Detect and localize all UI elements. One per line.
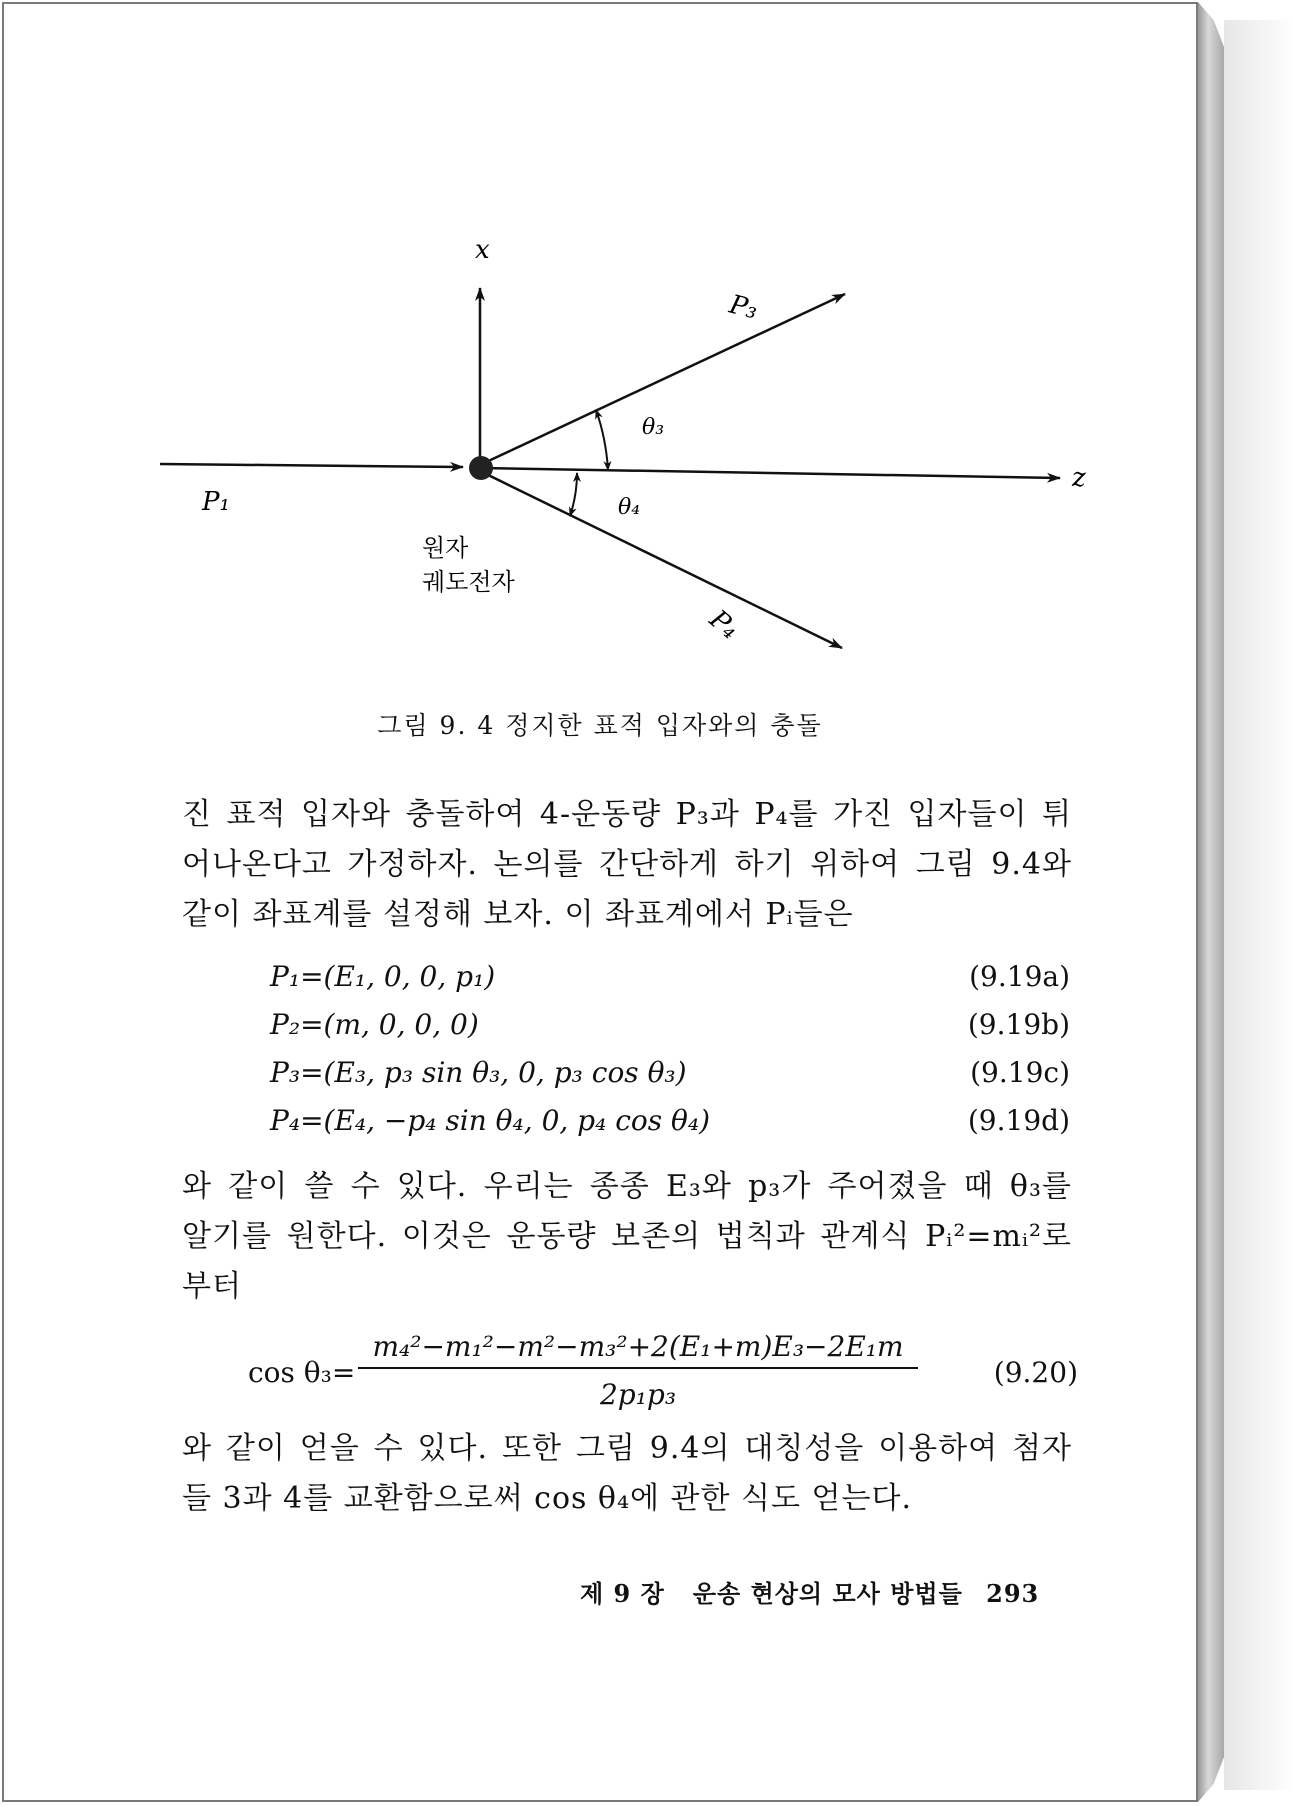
chapter-title: 제 9 장 운송 현상의 모사 방법들	[580, 1579, 963, 1608]
equation-number: (9.19b)	[967, 1008, 1070, 1041]
equation-9-20	[248, 1330, 1078, 1420]
para2-line3: 부터	[182, 1269, 242, 1304]
equation-number: (9.19a)	[969, 960, 1070, 993]
book-spine	[1198, 2, 1224, 1802]
incoming-beam-p1	[160, 464, 463, 467]
para3-line1: 와 같이 얻을 수 있다. 또한 그림 9.4의 대칭성을 이용하여 첨자	[182, 1431, 1072, 1466]
x-axis-label: x	[475, 235, 490, 265]
equation-body: P₄=(E₄, −p₄ sin θ₄, 0, p₄ cos θ₄)	[270, 1104, 711, 1137]
p3-label: P₃	[726, 289, 761, 326]
paragraph-2	[182, 1162, 1072, 1312]
para1-line2: 어나온다고 가정하자. 논의를 간단하게 하기 위하여 그림 9.4와	[182, 847, 1072, 882]
fraction-numerator: m₄²−m₁²−m²−m₃²+2(E₁+m)E₃−2E₁m	[358, 1330, 918, 1369]
figure-caption: 그림 9. 4 정지한 표적 입자와의 충돌	[377, 711, 823, 740]
theta3-arc	[596, 410, 608, 470]
para1-line3: 같이 좌표계를 설정해 보자. 이 좌표계에서 Pᵢ들은	[182, 897, 854, 932]
para1-line1: 진 표적 입자와 충돌하여 4-운동량 P₃과 P₄를 가진 입자들이 튀	[182, 797, 1072, 832]
z-axis-label: z	[1072, 463, 1086, 493]
equation-body: P₃=(E₃, p₃ sin θ₃, 0, p₃ cos θ₃)	[270, 1056, 687, 1089]
fraction-denominator: 2p₁p₃	[599, 1378, 677, 1411]
equation-9-19d	[270, 1104, 1070, 1148]
theta4-label: θ₄	[618, 495, 641, 520]
z-axis	[480, 468, 1060, 478]
theta4-arc	[570, 473, 577, 516]
para2-line2: 알기를 원한다. 이것은 운동량 보존의 법칙과 관계식 Pᵢ²=mᵢ²로	[182, 1219, 1072, 1254]
target-label-line1: 원자	[422, 534, 469, 562]
paragraph-1	[182, 790, 1072, 940]
target-label-line2: 궤도전자	[422, 568, 515, 596]
scattered-p4	[482, 472, 842, 648]
p1-label: P₁	[202, 487, 230, 517]
equation-9-19b	[270, 1008, 1070, 1052]
page-shadow	[1224, 20, 1294, 1790]
equation-lhs: cos θ₃=	[248, 1356, 356, 1389]
running-footer	[580, 1574, 1039, 1609]
collision-diagram	[150, 230, 1090, 660]
equation-number: (9.20)	[993, 1356, 1078, 1389]
page-number: 293	[986, 1579, 1040, 1608]
paragraph-3	[182, 1424, 1072, 1524]
equation-body: P₂=(m, 0, 0, 0)	[270, 1008, 479, 1041]
equation-body: P₁=(E₁, 0, 0, p₁)	[270, 960, 496, 993]
para3-line2: 들 3과 4를 교환함으로써 cos θ₄에 관한 식도 얻는다.	[182, 1481, 913, 1516]
para2-line1: 와 같이 쓸 수 있다. 우리는 종종 E₃와 p₃가 주어졌을 때 θ₃를	[182, 1169, 1072, 1204]
p4-label: P₄	[703, 604, 745, 646]
theta3-label: θ₃	[642, 415, 665, 440]
equation-number: (9.19d)	[967, 1104, 1070, 1137]
equation-9-19c	[270, 1056, 1070, 1100]
target-atom	[469, 456, 493, 480]
equation-number: (9.19c)	[970, 1056, 1070, 1089]
equation-9-19a	[270, 960, 1070, 1004]
